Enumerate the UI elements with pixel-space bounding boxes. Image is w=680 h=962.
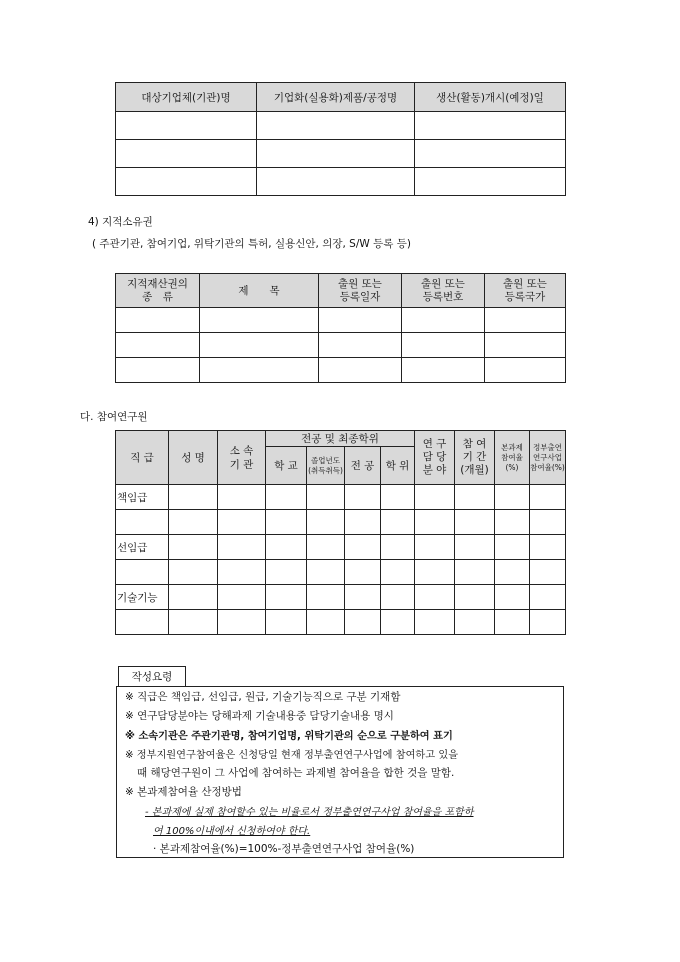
- rank-cell: [116, 560, 169, 585]
- ip-rights-table: [115, 273, 566, 383]
- guide-line-5: ※ 본과제참여율 산정방법: [125, 786, 242, 798]
- guide-line-3: ※ 소속기관은 주관기관명, 참여기업명, 위탁기관의 순으로 구분하여 표기: [125, 731, 453, 742]
- researchers-table: [115, 430, 566, 635]
- table-row: [116, 140, 566, 168]
- guide-line-4a: ※ 정부지원연구참여율은 신청당일 현재 정부출연연구사업에 참여하고 있을: [125, 750, 459, 761]
- table-row: [116, 560, 566, 585]
- table-row: [116, 535, 566, 560]
- guide-box: [116, 686, 564, 858]
- header-org: 소 속 기 관: [218, 431, 266, 485]
- header-participation-rate: 본과제 참여율 (%): [495, 431, 530, 485]
- header-major: 전 공: [345, 447, 381, 485]
- guide-tab: 작성요령: [118, 666, 186, 687]
- header-name: 성 명: [169, 431, 218, 485]
- header-major-group: 전공 및 최종학위: [266, 431, 415, 447]
- table-row: [116, 358, 566, 383]
- guide-line-6a: - 본과제에 실제 참여할수 있는 비율로서 정부출연연구사업 참여율을 포함하: [145, 807, 474, 818]
- header-product: 기업화(실용화)제품/공정명: [257, 83, 415, 112]
- section-4-note: ( 주관기관, 참여기업, 위탁기관의 특허, 실용신안, 의장, S/W 등록 등): [92, 238, 411, 250]
- table-row: [116, 585, 566, 610]
- header-title: 제 목: [200, 274, 319, 308]
- header-school: 학 교: [266, 447, 307, 485]
- header-filing-country: 출원 또는 등록국가: [485, 274, 566, 308]
- guide-line-1: ※ 직급은 책임급, 선임급, 원급, 기술기능직으로 구분 기재함: [125, 691, 401, 703]
- section-da-title: 다. 참여연구원: [80, 411, 148, 423]
- guide-line-6b: 여 100%이내에서 신청하여야 한다.: [153, 826, 311, 837]
- header-research-field: 연 구 담 당 분 야: [415, 431, 455, 485]
- header-period: 참 여 기 간 (개월): [455, 431, 495, 485]
- table-row: [116, 168, 566, 196]
- header-filing-number: 출원 또는 등록번호: [402, 274, 485, 308]
- table-row: [116, 333, 566, 358]
- header-degree: 학 위: [381, 447, 415, 485]
- header-grad-year: 졸업년도 (취득취득): [307, 447, 345, 485]
- guide-line-4b: 때 해당연구원이 그 사업에 참여하는 과제별 참여율을 합한 것을 말함.: [137, 767, 455, 779]
- table-row: [116, 308, 566, 333]
- table-row: [116, 610, 566, 635]
- header-ip-type: 지적재산권의 종 류: [116, 274, 200, 308]
- rank-cell: 기술기능: [116, 585, 169, 610]
- rank-cell: 책임급: [116, 485, 169, 510]
- header-rank: 직 급: [116, 431, 169, 485]
- table-row: [116, 510, 566, 535]
- rank-cell: 선임급: [116, 535, 169, 560]
- rank-cell: [116, 610, 169, 635]
- header-start-date: 생산(활동)개시(예정)일: [415, 83, 566, 112]
- table-row: [116, 485, 566, 510]
- guide-line-7: · 본과제참여율(%)=100%-정부출연연구사업 참여율(%): [153, 843, 415, 855]
- guide-line-2: ※ 연구담당분야는 당해과제 기술내용중 담당기술내용 명시: [125, 710, 394, 722]
- rank-cell: [116, 510, 169, 535]
- commercialization-table: [115, 82, 566, 196]
- table-row: [116, 112, 566, 140]
- section-4-title: 4) 지적소유권: [88, 216, 153, 228]
- header-filing-date: 출원 또는 등록일자: [319, 274, 402, 308]
- header-company: 대상기업체(기관)명: [116, 83, 257, 112]
- header-gov-rate: 정부출연 연구사업 참여율(%): [530, 431, 566, 485]
